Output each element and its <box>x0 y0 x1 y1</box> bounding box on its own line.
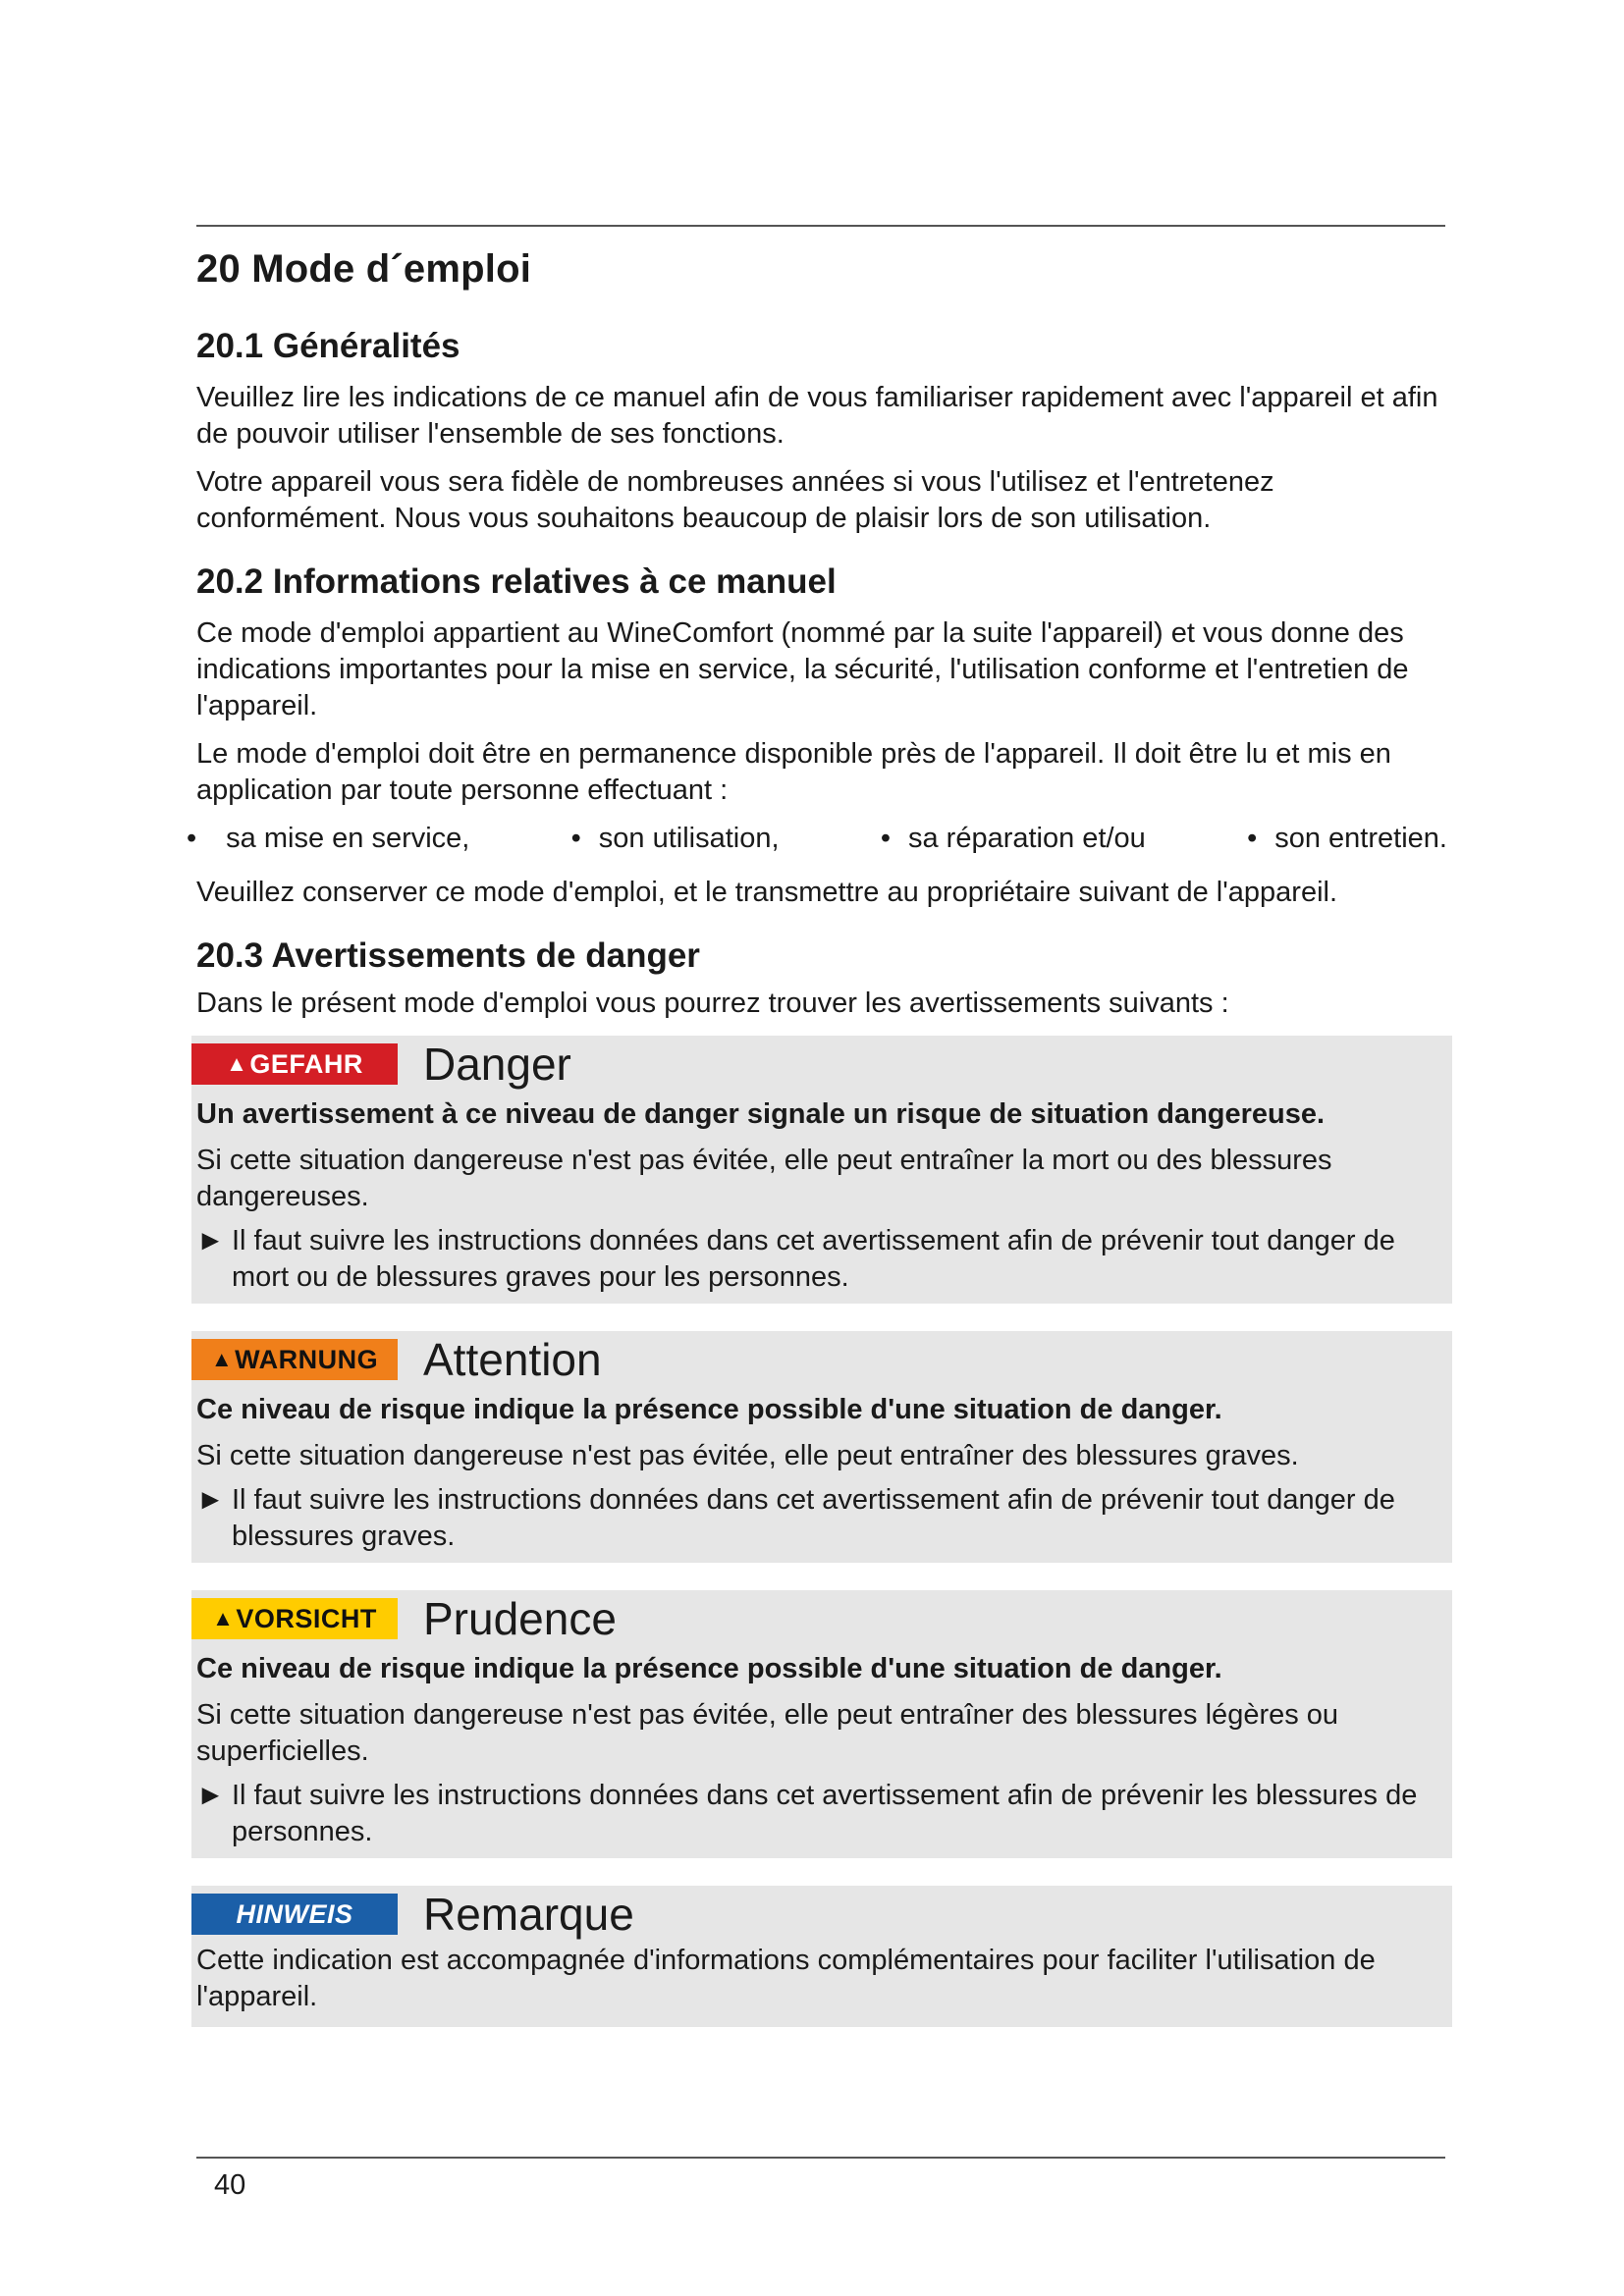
warning-text: Si cette situation dangereuse n'est pas évitée, elle peut entraîner la mort ou des blessures dangereuses. <box>196 1145 1332 1212</box>
list-item: • son utilisation, <box>571 821 780 857</box>
bullet-list <box>187 821 1447 857</box>
chapter-title: 20 Mode d´emploi <box>196 247 532 291</box>
page-content <box>196 247 1447 2055</box>
footer-rule <box>196 2157 1445 2159</box>
paragraph: Ce mode d'emploi appartient au WineComfort (nommé par la suite l'appareil) et vous donne des indications importantes pour la mise en service, la sécurité, l'utilisation conforme et l'entretien de l'appareil. <box>196 617 1409 721</box>
warning-title: Prudence <box>423 1593 617 1644</box>
arrow-right-icon: ► <box>196 1484 225 1516</box>
warning-triangle-icon: ▲ <box>226 1051 248 1076</box>
paragraph: Votre appareil vous sera fidèle de nombreuses années si vous l'utilisez et l'entretenez conformément. Nous vous souhaitons beaucoup de plaisir lors de son utilisation. <box>196 466 1274 534</box>
section-heading: 20.3 Avertissements de danger <box>196 936 700 975</box>
warning-bold-text: Ce niveau de risque indique la présence possible d'une situation de danger. <box>196 1653 1222 1684</box>
section-general <box>196 327 1447 537</box>
section-heading: 20.1 Généralités <box>196 327 460 365</box>
section-manual-info <box>196 562 1447 911</box>
warning-bold-text: Un avertissement à ce niveau de danger signale un risque de situation dangereuse. <box>196 1098 1326 1130</box>
list-item: • sa mise en service, <box>187 821 469 857</box>
warning-text: Si cette situation dangereuse n'est pas évitée, elle peut entraîner des blessures légères ou superficielles. <box>196 1699 1339 1767</box>
warning-box-notice <box>191 1886 1452 2027</box>
list-item: • sa réparation et/ou <box>881 821 1146 857</box>
paragraph: Veuillez lire les indications de ce manuel afin de vous familiariser rapidement avec l'appareil et afin de pouvoir utiliser l'ensemble de ses fonctions. <box>196 382 1438 450</box>
warning-box-danger <box>191 1036 1452 1304</box>
arrow-right-icon: ► <box>196 1780 225 1811</box>
arrow-right-icon: ► <box>196 1225 225 1256</box>
notice-label: HINWEIS <box>191 1894 398 1935</box>
section-heading: 20.2 Informations relatives à ce manuel <box>196 562 837 601</box>
paragraph: Veuillez conserver ce mode d'emploi, et le transmettre au propriétaire suivant de l'appareil. <box>196 877 1338 908</box>
instruction: ► Il faut suivre les instructions données dans cet avertissement afin de prévenir les blessures de personnes. <box>196 1778 1447 1850</box>
warning-triangle-icon: ▲ <box>212 1606 235 1630</box>
header-rule <box>196 225 1445 227</box>
paragraph: Le mode d'emploi doit être en permanence disponible près de l'appareil. Il doit être lu et mis en application par toute personne effectuant : <box>196 738 1391 806</box>
section-hazard-warnings <box>196 936 1447 2027</box>
warning-triangle-icon: ▲ <box>210 1347 234 1371</box>
instruction: ► Il faut suivre les instructions données dans cet avertissement afin de prévenir tout danger de mort ou de blessures graves pour les personnes. <box>196 1223 1447 1296</box>
warning-text: Cette indication est accompagnée d'informations complémentaires pour faciliter l'utilisation de l'appareil. <box>196 1945 1376 2012</box>
warning-box-warning <box>191 1331 1452 1563</box>
danger-label: ▲ GEFAHR <box>191 1043 398 1085</box>
warning-title: Attention <box>423 1334 602 1385</box>
warning-label: ▲ WARNUNG <box>191 1339 398 1380</box>
list-item: • son entretien. <box>1247 821 1447 857</box>
warning-bold-text: Ce niveau de risque indique la présence possible d'une situation de danger. <box>196 1394 1222 1425</box>
instruction: ► Il faut suivre les instructions données dans cet avertissement afin de prévenir tout danger de blessures graves. <box>196 1482 1447 1555</box>
warning-box-caution <box>191 1590 1452 1858</box>
warning-title: Danger <box>423 1039 571 1090</box>
paragraph: Dans le présent mode d'emploi vous pourrez trouver les avertissements suivants : <box>196 988 1229 1019</box>
page-number: 40 <box>214 2169 246 2201</box>
warning-title: Remarque <box>423 1889 634 1940</box>
caution-label: ▲ VORSICHT <box>191 1598 398 1639</box>
warning-text: Si cette situation dangereuse n'est pas évitée, elle peut entraîner des blessures graves. <box>196 1440 1299 1471</box>
